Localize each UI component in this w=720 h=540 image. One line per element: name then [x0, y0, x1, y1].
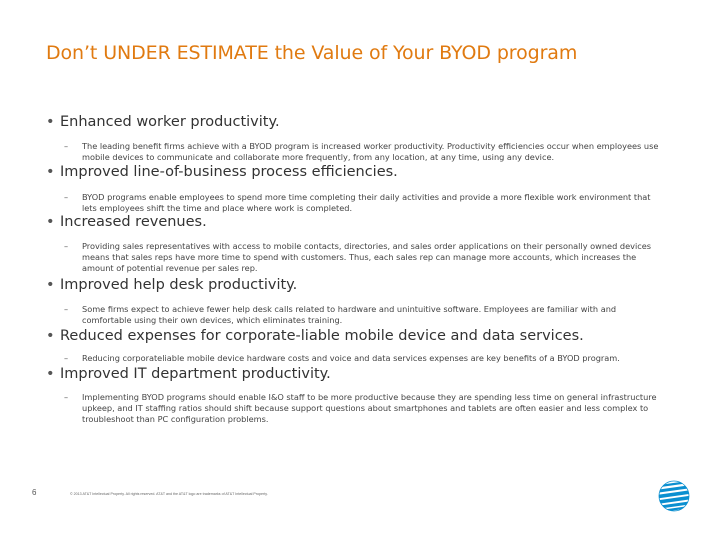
- slide-title: Don’t UNDER ESTIMATE the Value of Your BYOD program: [46, 42, 578, 64]
- bullet-glyph: •: [46, 328, 55, 344]
- bullet-detail: [64, 241, 664, 274]
- dash-glyph: –: [64, 353, 69, 363]
- bullet-heading-text: Reduced expenses for corporate-liable mobile device and data services.: [60, 328, 584, 344]
- bullet-glyph: •: [46, 366, 55, 382]
- dash-glyph: –: [64, 241, 69, 251]
- bullet-detail: [64, 353, 664, 364]
- dash-glyph: –: [64, 192, 69, 202]
- bullet-heading: [46, 164, 398, 180]
- att-globe-icon: [658, 480, 690, 512]
- bullet-glyph: •: [46, 277, 55, 293]
- bullet-heading-text: Enhanced worker productivity.: [60, 114, 280, 130]
- bullet-detail: [64, 192, 664, 214]
- bullet-heading-text: Improved IT department productivity.: [60, 366, 331, 382]
- bullet-detail-text: Reducing corporateliable mobile device hardware costs and voice and data services expenses are key benefits of a BYOD program.: [82, 353, 620, 363]
- bullet-glyph: •: [46, 114, 55, 130]
- bullet-detail: [64, 141, 664, 163]
- bullet-heading-text: Increased revenues.: [60, 214, 207, 230]
- bullet-detail-text: Providing sales representatives with access to mobile contacts, directories, and sales order applications on their personally owned devices means that sales reps have more time to spend with customers. Thus, each sales rep can manage more accounts, which increases the amount of potential revenue per sales rep.: [82, 241, 652, 273]
- bullet-heading: [46, 366, 331, 382]
- dash-glyph: –: [64, 141, 69, 151]
- bullet-heading: [46, 328, 584, 344]
- bullet-heading-text: Improved line-of-business process efficiencies.: [60, 164, 398, 180]
- bullet-detail: [64, 392, 664, 425]
- bullet-heading: [46, 214, 207, 230]
- bullet-detail-text: Some firms expect to achieve fewer help desk calls related to hardware and unintuitive software. Employees are familiar with and comfortable using their own devices, which eliminates training.: [82, 304, 617, 325]
- bullet-heading: [46, 277, 297, 293]
- bullet-detail-text: The leading benefit firms achieve with a BYOD program is increased worker productivity. Productivity efficiencies occur when employees use mobile devices to communicate and collaborate more frequently, from any location, at any time, using any device.: [82, 141, 659, 162]
- dash-glyph: –: [64, 392, 69, 402]
- bullet-glyph: •: [46, 164, 55, 180]
- bullet-heading: [46, 114, 280, 130]
- bullet-detail-text: Implementing BYOD programs should enable I&O staff to be more productive because they are spending less time on general infrastructure upkeep, and IT staffing ratios should shift because support questions about smartphones and tablets are often easier and less complex to troubleshoot than PC configuration problems.: [82, 392, 657, 424]
- bullet-detail-text: BYOD programs enable employees to spend more time completing their daily activities and provide a more flexible work environment that lets employees shift the time and place where work is completed.: [82, 192, 651, 213]
- bullet-glyph: •: [46, 214, 55, 230]
- bullet-detail: [64, 304, 664, 326]
- dash-glyph: –: [64, 304, 69, 314]
- page-number: 6: [32, 488, 37, 497]
- bullet-heading-text: Improved help desk productivity.: [60, 277, 298, 293]
- footer-copyright: © 2013 AT&T Intellectual Property. All rights reserved. AT&T and the AT&T logo are trademarks of AT&T Intellectual Property.: [70, 492, 268, 496]
